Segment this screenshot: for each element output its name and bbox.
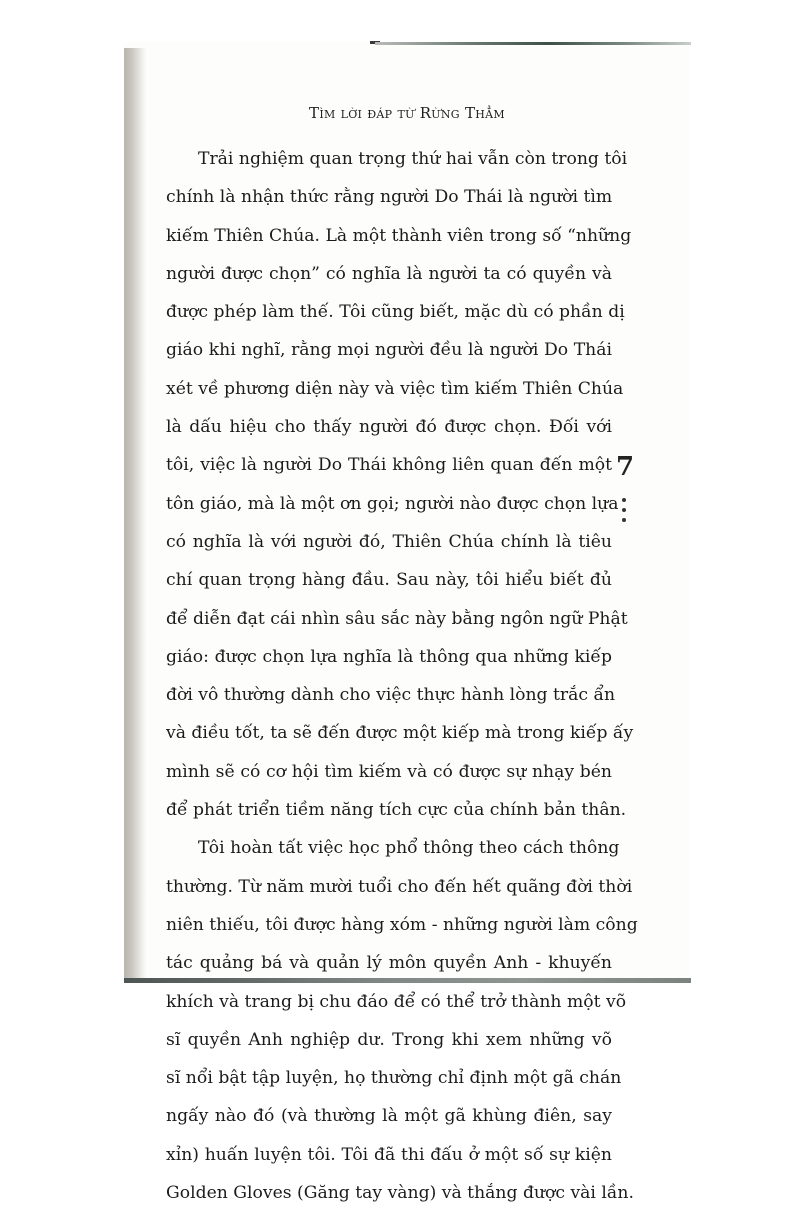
text-line: mình sẽ có cơ hội tìm kiếm và có được sự nhạy bén: [166, 761, 612, 782]
spine-shadow: [124, 48, 146, 978]
text-line: Golden Gloves (Găng tay vàng) và thắng được vài lần.: [166, 1183, 634, 1204]
text-line: là dấu hiệu cho thấy người đó được chọn. Đối với: [166, 417, 612, 438]
text-line: được phép làm thế. Tôi cũng biết, mặc dù có phần dị: [166, 302, 625, 323]
text-line: để diễn đạt cái nhìn sâu sắc này bằng ngôn ngữ Phật: [166, 608, 628, 629]
text-line: đời vô thường dành cho việc thực hành lòng trắc ẩn: [166, 685, 616, 706]
dot: [622, 518, 626, 522]
text-line: sĩ quyền Anh nghiệp dư. Trong khi xem những võ: [166, 1029, 612, 1050]
text-line: xét về phương diện này và việc tìm kiếm Thiên Chúa: [166, 378, 624, 399]
dot: [622, 508, 626, 512]
text-line: chính là nhận thức rằng người Do Thái là người tìm: [166, 187, 613, 208]
paragraph-2: [166, 829, 638, 1212]
text-line: tác quảng bá và quản lý môn quyền Anh - khuyến: [166, 953, 612, 974]
text-line: và điều tốt, ta sẽ đến được một kiếp mà trong kiếp ấy: [166, 723, 634, 744]
text-line: khích và trang bị chu đáo để có thể trở thành một võ: [166, 991, 627, 1012]
page-marker-dots-icon: [622, 498, 626, 528]
page-number: 7: [616, 452, 635, 482]
text-line: chí quan trọng hàng đầu. Sau này, tôi hiểu biết đủ: [166, 570, 612, 591]
text-line: tôn giáo, mà là một ơn gọi; người nào được chọn lựa: [166, 493, 619, 514]
text-line: ngấy nào đó (và thường là một gã khùng điên, say: [166, 1106, 612, 1127]
text-line: Tôi hoàn tất việc học phổ thông theo cách thông: [198, 838, 620, 859]
text-line: kiếm Thiên Chúa. Là một thành viên trong số “những: [166, 225, 632, 246]
text-line: xỉn) huấn luyện tôi. Tôi đã thi đấu ở một số sự kiện: [166, 1144, 612, 1165]
text-line: tôi, việc là người Do Thái không liên quan đến một: [166, 455, 612, 476]
text-line: người được chọn” có nghĩa là người ta có quyền và: [166, 263, 612, 284]
text-line: thường. Từ năm mười tuổi cho đến hết quãng đời thời: [166, 876, 633, 897]
body-text: [166, 140, 638, 1212]
text-line: giáo khi nghĩ, rằng mọi người đều là người Do Thái: [166, 340, 612, 361]
text-line: niên thiếu, tôi được hàng xóm - những người làm công: [166, 914, 638, 935]
dot: [622, 498, 626, 502]
text-line: giáo: được chọn lựa nghĩa là thông qua những kiếp: [166, 646, 612, 667]
text-line: Trải nghiệm quan trọng thứ hai vẫn còn trong tôi: [198, 149, 628, 169]
top-page-edge: [375, 42, 691, 45]
paragraph-1: [166, 140, 634, 829]
text-line: để phát triển tiềm năng tích cực của chính bản thân.: [166, 800, 627, 821]
running-head: Tìm lời đáp từ Rừng Thẳm: [309, 104, 505, 122]
text-line: sĩ nổi bật tập luyện, họ thường chỉ định một gã chán: [166, 1068, 622, 1089]
text-line: có nghĩa là với người đó, Thiên Chúa chính là tiêu: [166, 531, 612, 552]
